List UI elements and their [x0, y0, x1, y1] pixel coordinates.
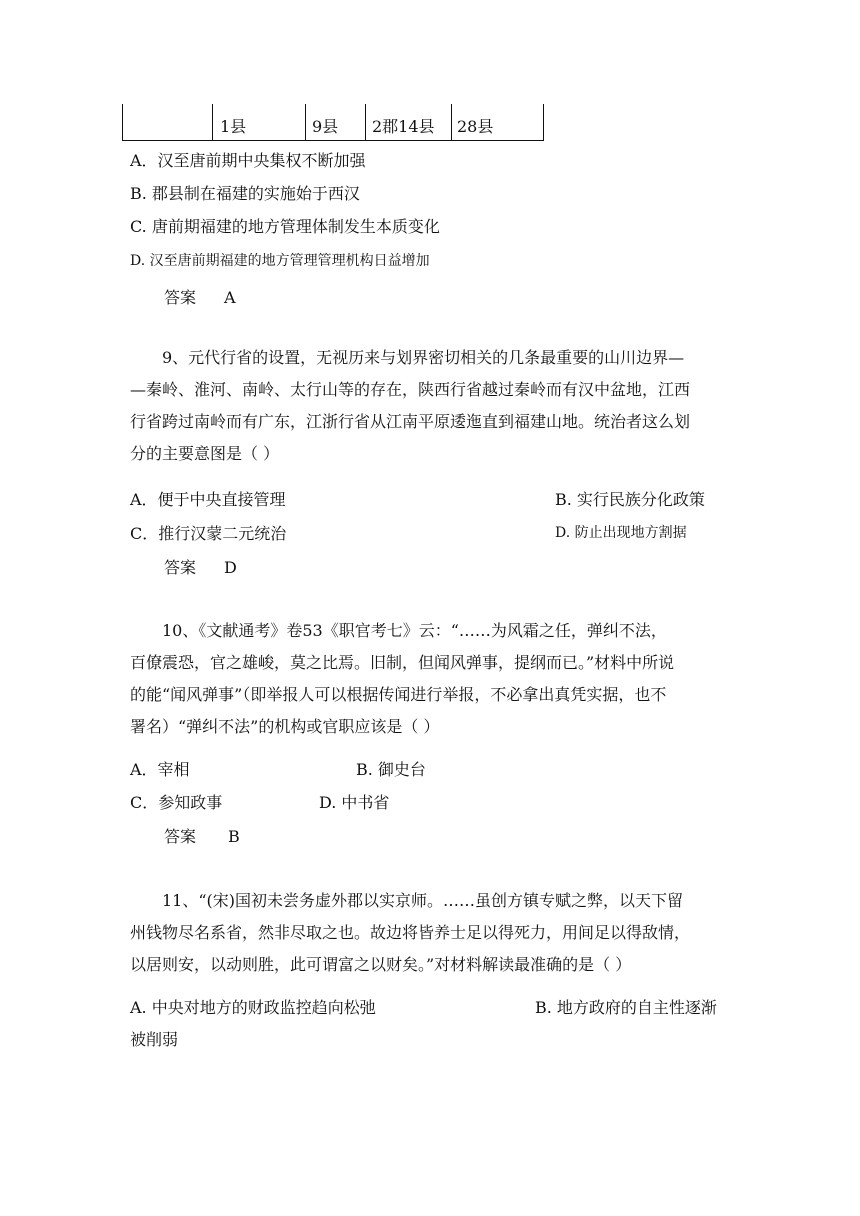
q10-line: 百僚震恐，官之雄峻，莫之比焉。旧制，但闻风弹事，提纲而已。”材料中所说	[130, 653, 675, 672]
q9-stem	[130, 342, 730, 470]
q11-stem	[130, 885, 730, 981]
q9-line: 分的主要意图是（ ）	[130, 444, 280, 463]
q10-answer	[164, 824, 240, 847]
table-cell: 2郡14县	[372, 117, 435, 136]
q10-line: 的能“闻风弹事”（即举报人可以根据传闻进行举报，不必拿出真凭实据，也不	[130, 685, 667, 704]
q10-option-a: A．宰相	[130, 760, 190, 779]
q9-option-c: C．推行汉蒙二元统治	[130, 524, 287, 543]
q9-line: 9、元代行省的设置，无视历来与划界密切相关的几条最重要的山川边界—	[162, 348, 685, 367]
answer-label: 答案	[164, 558, 197, 577]
q11-option-b: B. 地方政府的自主性逐渐	[535, 998, 717, 1017]
q8-answer	[164, 285, 236, 308]
table-divider	[365, 104, 366, 140]
answer-value: A	[224, 288, 236, 307]
q9-line: 行省跨过南岭而有广东，江浙行省从江南平原逶迤直到福建山地。统治者这么划	[130, 412, 691, 431]
q8-option-a: A．汉至唐前期中央集权不断加强	[130, 151, 366, 170]
q11-option-a: A. 中央对地方的财政监控趋向松弛	[130, 998, 376, 1017]
answer-label: 答案	[164, 288, 197, 307]
q10-option-b: B. 御史台	[356, 760, 426, 779]
q10-line: 10、《文献通考》卷53《职官考七》云：“……为风霜之任，弹纠不法，	[162, 621, 667, 640]
q8-option-b: B. 郡县制在福建的实施始于西汉	[130, 184, 360, 203]
q8-option-c: C. 唐前期福建的地方管理体制发生本质变化	[130, 217, 440, 236]
table-cell: 28县	[457, 117, 494, 136]
table-divider	[451, 104, 452, 140]
q9-option-a: A．便于中央直接管理	[130, 490, 286, 509]
answer-value: D	[224, 558, 237, 577]
q10-stem	[130, 615, 730, 743]
answer-label: 答案	[164, 827, 197, 846]
table-divider	[212, 104, 213, 140]
q11-option-b-continued: 被削弱	[130, 1030, 179, 1049]
q9-answer	[164, 555, 237, 578]
q9-option-d: D. 防止出现地方割据	[555, 525, 687, 541]
table-cell: 9县	[312, 117, 339, 136]
q11-line: 11、“(宋)国初未尝务虚外郡以实京师。……虽创方镇专赋之弊，以天下留	[162, 891, 684, 910]
q8-option-d: D. 汉至唐前期福建的地方管理管理机构日益增加	[130, 253, 430, 269]
q11-line: 以居则安，以动则胜，此可谓富之以财矣。”对材料解读最准确的是（ ）	[130, 955, 632, 974]
q10-line: 署名）“弹纠不法”的机构或官职应该是（ ）	[130, 717, 440, 736]
table-cell: 1县	[220, 117, 247, 136]
answer-value: B	[228, 827, 240, 846]
q9-option-b: B. 实行民族分化政策	[555, 490, 705, 509]
q9-line: —秦岭、淮河、南岭、太行山等的存在，陕西行省越过秦岭而有汉中盆地，江西	[130, 380, 691, 399]
q11-line: 州钱物尽名系省，然非尽取之也。故边将皆养士足以得死力，用间足以得敌情，	[130, 923, 691, 942]
table-divider	[305, 104, 306, 140]
q10-option-d: D. 中书省	[319, 793, 390, 812]
q10-option-c: C．参知政事	[130, 793, 223, 812]
